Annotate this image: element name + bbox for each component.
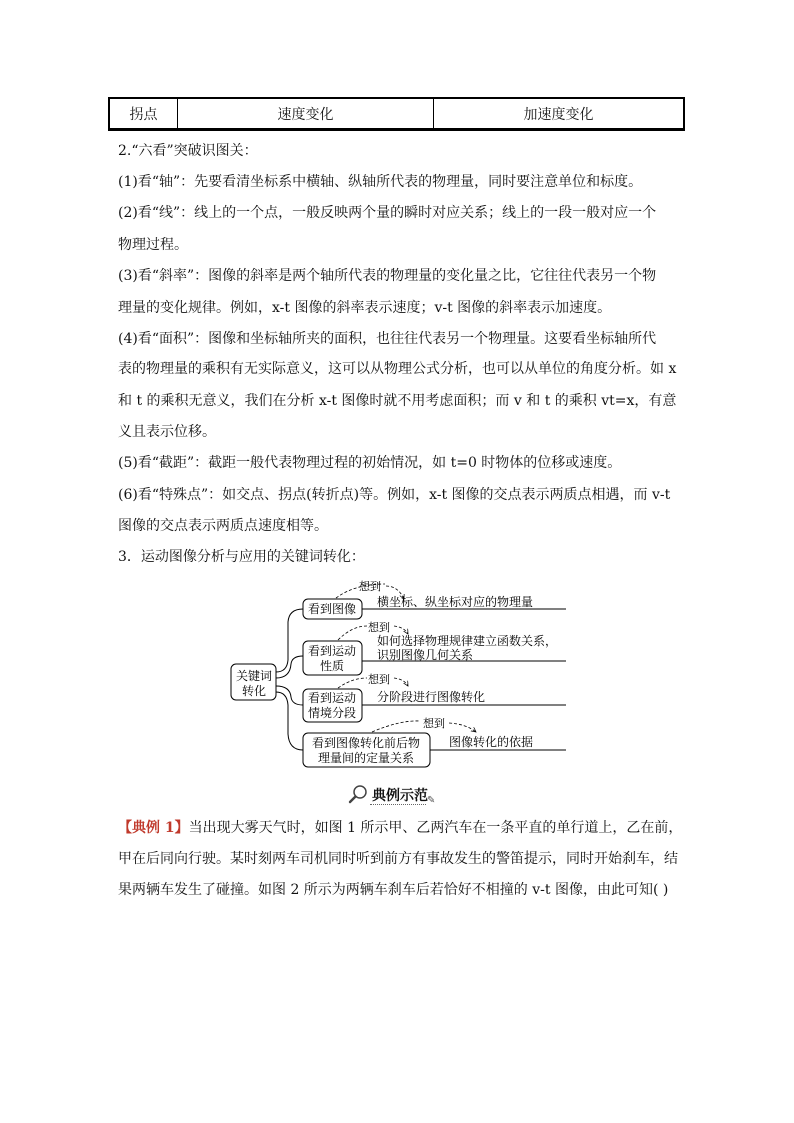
branch-3-text: 分阶段进行图像转化 xyxy=(377,690,486,704)
branch-4-think-label: 想到 xyxy=(423,717,445,730)
section-title-underline xyxy=(370,803,426,805)
branch-1-label: 看到图像 xyxy=(307,602,357,616)
section-title-typical-examples xyxy=(348,784,448,806)
example-1-line3: 果两辆车发生了碰撞。如图 2 所示为两辆车刹车后若恰好不相撞的 v-t 图像，由此可知( ) xyxy=(118,882,669,898)
heading-six-looks: 2.“六看”突破识图关： xyxy=(118,143,258,159)
branch-3-label-line1: 看到运动 xyxy=(307,691,357,705)
text-line: (1)看“轴”：先要看清坐标系中横轴、纵轴所代表的物理量，同时要注意单位和标度。 xyxy=(118,174,643,190)
branch-3-think-left xyxy=(338,678,367,688)
branch-2-text-line2: 识别图像几何关系 xyxy=(377,648,474,662)
text-line: (5)看“截距”：截距一般代表物理过程的初始情况，如 t=0 时物体的位移或速度。 xyxy=(118,455,622,471)
text-line: (3)看“斜率”：图像的斜率是两个轴所代表的物理量的变化量之比，它往往代表另一个物 xyxy=(118,268,657,284)
branch-3-think-label: 想到 xyxy=(368,673,390,686)
text-line: 理量的变化规律。例如，x-t 图像的斜率表示速度；v-t 图像的斜率表示加速度。 xyxy=(118,300,612,316)
text-line: 表的物理量的乘积有无实际意义，这可以从物理公式分析，也可以从单位的角度分析。如 x xyxy=(118,361,677,377)
text-line: (6)看“特殊点”：如交点、拐点(转折点)等。例如，x-t 图像的交点表示两质点相遇，而 v-t xyxy=(118,487,671,503)
branch-4-label-line2: 理量间的定量关系 xyxy=(317,751,415,765)
connector-4 xyxy=(276,692,303,750)
branch-4-think-arrow xyxy=(449,723,476,732)
section-title-text: 典例示范 xyxy=(372,788,428,804)
pen-icon: ✎ xyxy=(427,795,436,806)
connector-1 xyxy=(276,609,303,672)
text-line: (2)看“线”：线上的一个点，一般反映两个量的瞬时对应关系；线上的一段一般对应一个 xyxy=(118,205,657,221)
example-1-line1 xyxy=(118,817,682,837)
branch-2-think-arrow xyxy=(394,626,408,634)
text-line: (4)看“面积”：图像和坐标轴所夹的面积，也往往代表另一个物理量。这要看坐标轴所代 xyxy=(118,331,657,347)
example-1-text1: 当出现大雾天气时，如图 1 所示甲、乙两汽车在一条平直的单行道上，乙在前， xyxy=(188,820,683,836)
connector-3 xyxy=(276,686,303,705)
branch-2-think-label: 想到 xyxy=(368,621,390,634)
branch-3-label-line2: 情境分段 xyxy=(307,706,357,720)
branch-1-text: 横坐标、纵坐标对应的物理量 xyxy=(377,595,534,609)
text-line: 和 t 的乘积无意义，我们在分析 x-t 图像时就不用考虑面积；而 v 和 t 的乘积 vt=x，有意 xyxy=(118,393,677,409)
branch-2-label-line2: 性质 xyxy=(319,659,345,673)
example-1-line2: 甲在后同向行驶。某时刻两车司机同时听到前方有事故发生的警笛提示，同时开始刹车，结 xyxy=(118,851,678,867)
magnifier-icon xyxy=(348,784,370,806)
heading-keyword-conversion: 3．运动图像分析与应用的关键词转化： xyxy=(118,549,365,565)
example-1-label: 【典例 1】 xyxy=(118,820,189,836)
table-cell-inflection: 拐点 xyxy=(110,99,178,128)
table-cell-velocity-change: 速度变化 xyxy=(178,99,434,128)
branch-4-think-left xyxy=(372,721,420,732)
diagram-root-line1: 关键词 xyxy=(235,669,273,683)
diagram-root-line2: 转化 xyxy=(241,684,267,698)
branch-2-label-line1: 看到运动 xyxy=(307,644,357,658)
text-line: 物理过程。 xyxy=(118,237,188,253)
text-line: 图像的交点表示两质点速度相等。 xyxy=(118,518,328,534)
branch-2-think-left xyxy=(338,626,367,640)
connector-2 xyxy=(276,656,303,678)
branch-4-text: 图像转化的依据 xyxy=(449,735,534,749)
text-line: 义且表示位移。 xyxy=(118,424,216,440)
branch-3-think-arrow xyxy=(394,678,408,686)
branch-4-label-line1: 看到图像转化前后物 xyxy=(311,736,421,750)
branch-1-think-label: 想到 xyxy=(359,580,381,593)
table-cell-acceleration-change: 加速度变化 xyxy=(523,106,594,123)
branch-2-text-line1: 如何选择物理规律建立函数关系， xyxy=(377,634,558,648)
